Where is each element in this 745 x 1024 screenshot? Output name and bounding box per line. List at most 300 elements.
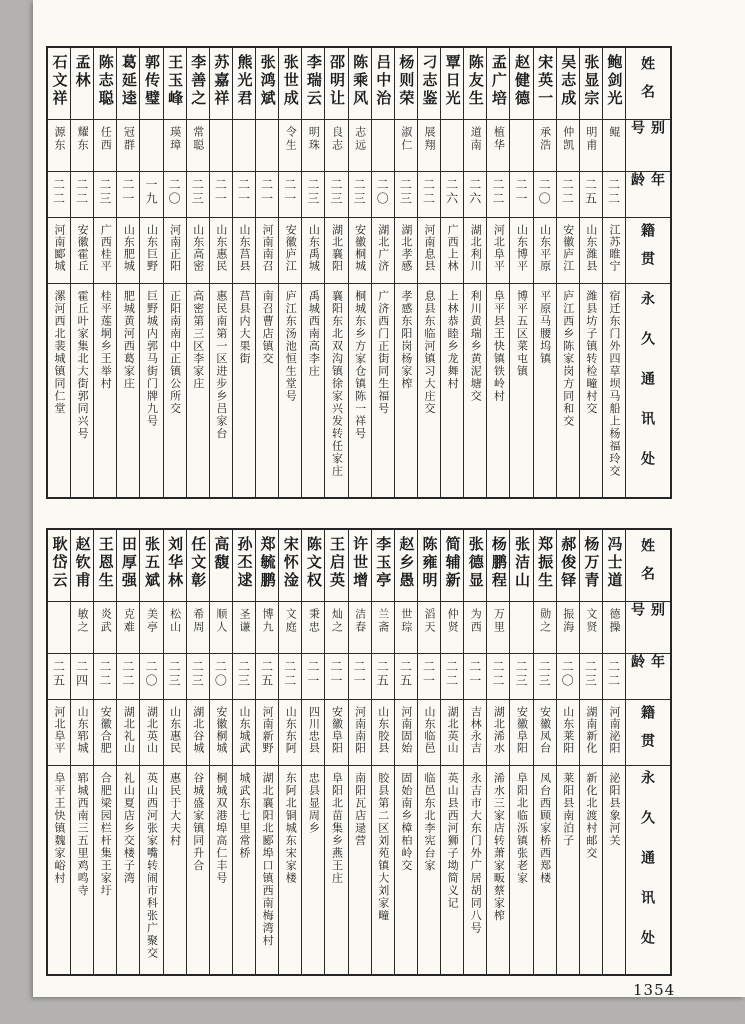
age-text: 二三 <box>398 178 413 206</box>
cell-age <box>349 654 371 700</box>
age-text: 二一 <box>421 660 436 688</box>
alias-text: 良志 <box>330 126 343 152</box>
origin-text: 安徽阜阳 <box>515 706 528 754</box>
entry-column <box>163 530 186 974</box>
cell-name <box>395 48 417 120</box>
cell-address <box>580 284 602 497</box>
cell-alias <box>557 120 579 172</box>
header-column <box>625 48 670 497</box>
entry-column <box>324 48 347 497</box>
address-text: 永吉市大东门外广居胡同八号 <box>469 772 482 935</box>
cell-address <box>48 766 70 974</box>
cell-name <box>187 530 209 602</box>
cell-age <box>233 654 255 700</box>
alias-text: 鲲 <box>607 126 620 139</box>
cell-address <box>140 766 162 974</box>
name-text: 耿岱云 <box>50 536 68 590</box>
alias-text: 勋之 <box>538 608 551 634</box>
name-text: 孙丕逑 <box>235 536 253 590</box>
cell-name <box>233 530 255 602</box>
cell-address <box>94 284 116 497</box>
cell-name <box>210 48 232 120</box>
entry-column <box>301 530 324 974</box>
cell-alias <box>94 602 116 654</box>
age-text: 二一 <box>467 660 482 688</box>
cell-name <box>94 530 116 602</box>
cell-origin <box>256 218 278 284</box>
cell-alias <box>187 602 209 654</box>
cell-alias <box>372 120 394 172</box>
address-text: 桂平莲垌乡王举村 <box>99 290 112 390</box>
alias-text: 淑仁 <box>399 126 412 152</box>
entry-column <box>186 530 209 974</box>
address-text: 东阿北铜城东宋家楼 <box>284 772 297 885</box>
cell-alias <box>210 120 232 172</box>
alias-text: 任西 <box>99 126 112 152</box>
name-text: 鲍剑光 <box>605 54 623 108</box>
name-text: 冯士道 <box>605 536 623 590</box>
entry-column <box>348 530 371 974</box>
entry-column <box>70 530 93 974</box>
header-address-cell <box>626 766 670 974</box>
cell-address <box>557 284 579 497</box>
cell-origin <box>279 700 301 766</box>
age-text: 二三 <box>305 178 320 206</box>
cell-alias <box>464 602 486 654</box>
cell-alias <box>510 602 532 654</box>
cell-alias <box>395 602 417 654</box>
cell-name <box>71 48 93 120</box>
alias-text: 耀东 <box>76 126 89 152</box>
cell-origin <box>349 700 371 766</box>
cell-alias <box>302 602 324 654</box>
cell-age <box>441 172 463 218</box>
cell-name <box>580 48 602 120</box>
cell-age <box>140 654 162 700</box>
alias-text: 万里 <box>492 608 505 634</box>
age-text: 二四 <box>74 660 89 688</box>
age-text: 二一 <box>328 660 343 688</box>
entry-column <box>463 48 486 497</box>
alias-text: 为西 <box>469 608 482 634</box>
cell-address <box>71 284 93 497</box>
cell-alias <box>48 120 70 172</box>
age-text: 二二 <box>282 660 297 688</box>
name-text: 李瑞云 <box>304 54 322 108</box>
alias-text: 德操 <box>607 608 620 634</box>
origin-text: 安徽桐城 <box>214 706 227 754</box>
age-text: 二一 <box>305 660 320 688</box>
address-text: 博平五区菜屯镇 <box>515 290 528 378</box>
cell-alias <box>48 602 70 654</box>
cell-origin <box>48 700 70 766</box>
address-text: 息县东临河镇习大庄交 <box>422 290 435 415</box>
entry-column <box>301 48 324 497</box>
cell-origin <box>534 218 556 284</box>
cell-alias <box>164 120 186 172</box>
cell-alias <box>395 120 417 172</box>
origin-text: 安徽阜阳 <box>330 706 343 754</box>
age-text: 二二 <box>120 660 135 688</box>
name-text: 郝俊铎 <box>559 536 577 590</box>
cell-origin <box>441 700 463 766</box>
age-text: 二二 <box>606 660 621 688</box>
cell-name <box>464 530 486 602</box>
cell-alias <box>349 120 371 172</box>
origin-text: 吉林永吉 <box>469 706 482 754</box>
cell-origin <box>94 700 116 766</box>
alias-text: 世琮 <box>399 608 412 634</box>
cell-origin <box>233 218 255 284</box>
alias-text: 博九 <box>261 608 274 634</box>
age-text: 二五 <box>398 660 413 688</box>
cell-name <box>372 530 394 602</box>
origin-text: 山东惠民 <box>168 706 181 754</box>
cell-alias <box>71 602 93 654</box>
cell-origin <box>187 700 209 766</box>
origin-text: 河南正阳 <box>168 224 181 272</box>
cell-age <box>372 654 394 700</box>
age-text: 二五 <box>375 660 390 688</box>
name-text: 宋英一 <box>536 54 554 108</box>
cell-age <box>94 654 116 700</box>
paper-sheet <box>33 0 745 997</box>
cell-age <box>441 654 463 700</box>
alias-text: 滔天 <box>422 608 435 634</box>
cell-origin <box>557 700 579 766</box>
cell-address <box>187 766 209 974</box>
cell-name <box>48 530 70 602</box>
cell-origin <box>325 700 347 766</box>
origin-text: 山东惠民 <box>214 224 227 272</box>
alias-text: 仲贤 <box>446 608 459 634</box>
age-text: 二三 <box>513 660 528 688</box>
cell-address <box>117 284 139 497</box>
cell-age <box>580 172 602 218</box>
name-text: 王启英 <box>327 536 345 590</box>
cell-origin <box>279 218 301 284</box>
entry-column <box>394 48 417 497</box>
cell-name <box>395 530 417 602</box>
entry-column <box>139 48 162 497</box>
cell-age <box>233 172 255 218</box>
cell-age <box>48 172 70 218</box>
cell-origin <box>256 700 278 766</box>
address-text: 桐城双港埠高仁丰号 <box>214 772 227 885</box>
origin-text: 安徽合肥 <box>99 706 112 754</box>
cell-alias <box>140 120 162 172</box>
alias-text: 源东 <box>52 126 65 152</box>
address-text: 禹城西南高李庄 <box>307 290 320 378</box>
cell-origin <box>325 218 347 284</box>
name-text: 郑毓鹏 <box>258 536 276 590</box>
alias-text: 圣谦 <box>237 608 250 634</box>
cell-address <box>349 766 371 974</box>
name-text: 任文彰 <box>189 536 207 590</box>
entry-column <box>579 48 602 497</box>
header-origin-cell <box>626 218 670 284</box>
name-text: 田厚强 <box>119 536 137 590</box>
cell-name <box>140 48 162 120</box>
age-text: 二三 <box>167 660 182 688</box>
address-text: 广济西门正街同生福号 <box>376 290 389 415</box>
address-text: 霍丘叶家集北大街郭同兴号 <box>76 290 89 440</box>
age-text: 二二 <box>490 178 505 206</box>
cell-address <box>48 284 70 497</box>
age-text: 二〇 <box>167 178 182 206</box>
cell-name <box>325 530 347 602</box>
name-text: 刘华林 <box>166 536 184 590</box>
name-text: 张显宗 <box>582 54 600 108</box>
alias-text: 令生 <box>284 126 297 152</box>
cell-origin <box>302 218 324 284</box>
alias-text: 炎武 <box>99 608 112 634</box>
alias-text: 洁春 <box>353 608 366 634</box>
cell-age <box>395 172 417 218</box>
cell-name <box>279 530 301 602</box>
entry-column <box>394 530 417 974</box>
cell-alias <box>140 602 162 654</box>
cell-alias <box>256 120 278 172</box>
name-text: 王玉峰 <box>166 54 184 108</box>
cell-origin <box>164 218 186 284</box>
age-text: 二五 <box>51 660 66 688</box>
origin-text: 山东莱阳 <box>561 706 574 754</box>
cell-alias <box>325 120 347 172</box>
cell-alias <box>302 120 324 172</box>
cell-age <box>487 172 509 218</box>
cell-name <box>510 48 532 120</box>
header-name-label: 姓名 <box>640 55 656 112</box>
cell-name <box>117 530 139 602</box>
cell-address <box>71 766 93 974</box>
entry-column <box>139 530 162 974</box>
cell-alias <box>256 602 278 654</box>
alias-text: 仲凯 <box>561 126 574 152</box>
alias-text: 展翔 <box>422 126 435 152</box>
header-alias-cell <box>626 602 670 654</box>
cell-alias <box>187 120 209 172</box>
cell-origin <box>418 218 440 284</box>
cell-name <box>279 48 301 120</box>
age-text: 二三 <box>190 660 205 688</box>
entry-column <box>417 48 440 497</box>
cell-age <box>164 654 186 700</box>
name-text: 孟广培 <box>489 54 507 108</box>
cell-alias <box>349 602 371 654</box>
name-text: 李善之 <box>189 54 207 108</box>
cell-origin <box>534 700 556 766</box>
address-text: 宿迁东门外四草坝马船上杨福玲交 <box>607 290 620 478</box>
age-text: 二〇 <box>143 660 158 688</box>
origin-text: 湖北襄阳 <box>330 224 343 272</box>
cell-name <box>580 530 602 602</box>
cell-address <box>603 766 625 974</box>
age-text: 二二 <box>51 178 66 206</box>
address-text: 上林恭睦乡龙舞村 <box>446 290 459 390</box>
age-text: 二二 <box>560 178 575 206</box>
address-text: 忠县显周乡 <box>307 772 320 835</box>
address-text: 桐城东乡方家仓镇陈一祥号 <box>353 290 366 440</box>
origin-text: 河南息县 <box>422 224 435 272</box>
entry-column <box>602 530 625 974</box>
address-text: 潍县坊子镇转检疃村交 <box>584 290 597 415</box>
age-text: 二〇 <box>213 660 228 688</box>
name-text: 陈友生 <box>466 54 484 108</box>
address-text: 巨野城内郭马街门牌九号 <box>145 290 158 428</box>
cell-name <box>187 48 209 120</box>
header-origin-label: 籍贯 <box>640 222 656 279</box>
cell-address <box>325 766 347 974</box>
entry-column <box>93 48 116 497</box>
address-text: 阜阳北临泺镇张老家 <box>515 772 528 885</box>
age-text: 二一 <box>282 178 297 206</box>
age-text: 二二 <box>97 660 112 688</box>
entry-column <box>232 48 255 497</box>
address-text: 固始南乡樟柏岭交 <box>399 772 412 872</box>
address-text: 肥城黄河西葛家庄 <box>122 290 135 390</box>
name-text: 苏嘉祥 <box>212 54 230 108</box>
cell-age <box>210 654 232 700</box>
cell-alias <box>325 602 347 654</box>
cell-age <box>94 172 116 218</box>
name-text: 郑振生 <box>536 536 554 590</box>
cell-age <box>395 654 417 700</box>
alias-text: 文庭 <box>284 608 297 634</box>
cell-name <box>302 48 324 120</box>
cell-address <box>372 284 394 497</box>
entry-column <box>209 48 232 497</box>
age-text: 二一 <box>120 178 135 206</box>
cell-age <box>279 654 301 700</box>
address-text: 阜平县王快镇铁岭村 <box>492 290 505 403</box>
cell-origin <box>302 700 324 766</box>
cell-name <box>372 48 394 120</box>
origin-text: 河南南阳 <box>353 706 366 754</box>
address-text: 孝感东阳岗杨家榨 <box>399 290 412 390</box>
cell-address <box>233 766 255 974</box>
address-text: 利川黄瑞乡黄泥塘交 <box>469 290 482 403</box>
origin-text: 河南新野 <box>261 706 274 754</box>
entry-column <box>70 48 93 497</box>
age-text: 二一 <box>236 178 251 206</box>
cell-origin <box>418 700 440 766</box>
entry-column <box>463 530 486 974</box>
origin-text: 山东平原 <box>538 224 551 272</box>
origin-text: 山东城武 <box>237 706 250 754</box>
cell-address <box>510 284 532 497</box>
cell-age <box>580 654 602 700</box>
alias-text: 希周 <box>191 608 204 634</box>
cell-address <box>187 284 209 497</box>
cell-name <box>325 48 347 120</box>
cell-origin <box>210 218 232 284</box>
cell-alias <box>580 602 602 654</box>
cell-origin <box>117 218 139 284</box>
name-text: 刁志鉴 <box>420 54 438 108</box>
address-text: 平原马腰坞镇 <box>538 290 551 365</box>
cell-age <box>256 172 278 218</box>
entry-column <box>371 530 394 974</box>
cell-age <box>534 172 556 218</box>
name-text: 杨鹏程 <box>489 536 507 590</box>
origin-text: 湖南新化 <box>584 706 597 754</box>
cell-alias <box>279 602 301 654</box>
origin-text: 安徽庐江 <box>284 224 297 272</box>
name-text: 孟林 <box>73 54 91 90</box>
name-text: 张鸿斌 <box>258 54 276 108</box>
alias-text: 松山 <box>168 608 181 634</box>
cell-name <box>349 48 371 120</box>
cell-address <box>603 284 625 497</box>
entry-column <box>324 530 347 974</box>
address-text: 阜阳北苗集乡燕王庄 <box>330 772 343 885</box>
cell-origin <box>210 700 232 766</box>
origin-text: 山东博平 <box>515 224 528 272</box>
header-origin-cell <box>626 700 670 766</box>
cell-alias <box>510 120 532 172</box>
age-text: 二一 <box>213 178 228 206</box>
cell-name <box>140 530 162 602</box>
cell-address <box>487 766 509 974</box>
age-text: 二三 <box>236 660 251 688</box>
address-text: 浠水三家店转萧家畈蔡家榨 <box>492 772 505 922</box>
address-text: 英山县西河狮子坳简义记 <box>446 772 459 910</box>
address-text: 临邑东北李宪台家 <box>422 772 435 872</box>
cell-origin <box>395 218 417 284</box>
cell-age <box>164 172 186 218</box>
name-text: 陈志聪 <box>96 54 114 108</box>
cell-age <box>71 654 93 700</box>
cell-name <box>210 530 232 602</box>
age-text: 二二 <box>606 178 621 206</box>
address-text: 庐江西乡陈家岗方同和交 <box>561 290 574 428</box>
cell-alias <box>487 120 509 172</box>
age-text: 二〇 <box>537 178 552 206</box>
origin-text: 四川忠县 <box>307 706 320 754</box>
origin-text: 广西桂平 <box>99 224 112 272</box>
entry-column <box>48 530 70 974</box>
cell-age <box>48 654 70 700</box>
age-text: 二三 <box>352 178 367 206</box>
cell-age <box>464 654 486 700</box>
cell-origin <box>349 218 371 284</box>
name-text: 张洁山 <box>512 536 530 590</box>
cell-address <box>580 766 602 974</box>
header-name-cell <box>626 48 670 120</box>
cell-name <box>487 48 509 120</box>
name-text: 简辅新 <box>443 536 461 590</box>
address-text: 南阳瓦店逯营 <box>353 772 366 847</box>
address-text: 庐江东汤池恒生堂号 <box>284 290 297 403</box>
cell-alias <box>441 602 463 654</box>
cell-address <box>302 284 324 497</box>
cell-address <box>210 766 232 974</box>
cell-origin <box>71 700 93 766</box>
cell-origin <box>464 700 486 766</box>
origin-text: 山东高密 <box>191 224 204 272</box>
cell-address <box>164 284 186 497</box>
cell-name <box>464 48 486 120</box>
name-text: 吕中治 <box>374 54 392 108</box>
origin-text: 山东莒县 <box>237 224 250 272</box>
cell-name <box>557 530 579 602</box>
cell-name <box>603 48 625 120</box>
cell-age <box>510 654 532 700</box>
cell-name <box>94 48 116 120</box>
origin-text: 安徽凤台 <box>538 706 551 754</box>
age-text: 二一 <box>513 178 528 206</box>
